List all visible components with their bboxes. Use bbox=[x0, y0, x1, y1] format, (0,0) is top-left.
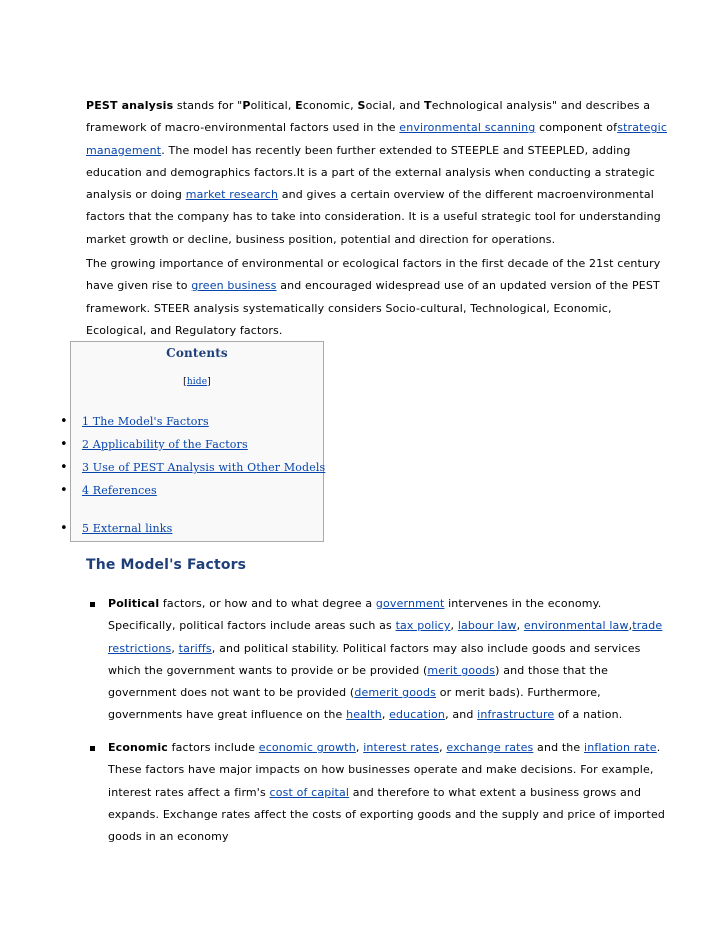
text: component of bbox=[535, 121, 618, 135]
intro-paragraph bbox=[86, 95, 666, 251]
text: and the bbox=[533, 741, 584, 754]
toc-item bbox=[82, 415, 209, 428]
text: ocial, and bbox=[365, 99, 425, 112]
bracket: ] bbox=[207, 377, 211, 387]
text: governments have great influence on the bbox=[108, 708, 347, 722]
toc-item bbox=[82, 522, 172, 535]
text: or merit bads). Furthermore, bbox=[436, 686, 601, 700]
political-term: Political bbox=[108, 597, 160, 610]
text: ) and those that the bbox=[495, 663, 608, 677]
market-research-link[interactable]: market research bbox=[185, 188, 279, 202]
pest-analysis-term: PEST analysis bbox=[86, 99, 174, 112]
economic-line bbox=[108, 782, 668, 804]
text: factors include bbox=[167, 741, 259, 754]
political-line bbox=[108, 682, 668, 704]
cost-of-capital-link[interactable]: cost of capital bbox=[269, 785, 350, 799]
intro-line: market growth or decline, business position, potential and direction for operations. bbox=[86, 232, 556, 246]
bold-letter-e: E bbox=[295, 99, 303, 112]
political-line bbox=[108, 593, 668, 615]
strategic-management-link[interactable]: strategic bbox=[617, 121, 668, 135]
economic-line: expands. Exchange rates affect the costs of exporting goods and the supply and price of imported bbox=[108, 807, 666, 821]
text: Specifically, political factors include areas such as bbox=[108, 619, 396, 633]
text: . bbox=[656, 741, 661, 754]
intro-line bbox=[86, 117, 666, 139]
environmental-scanning-link[interactable]: environmental scanning bbox=[399, 121, 536, 135]
toc-hide-link[interactable]: hide bbox=[186, 377, 208, 387]
bold-letter-p: P bbox=[242, 99, 251, 112]
bullet-icon: • bbox=[60, 437, 68, 452]
text: intervenes in the economy. bbox=[444, 597, 602, 610]
toc-item bbox=[82, 484, 157, 497]
government-link[interactable]: government bbox=[375, 597, 445, 610]
growing-line: Ecological, and Regulatory factors. bbox=[86, 323, 283, 337]
toc-link-references[interactable]: 4 References bbox=[82, 484, 157, 497]
tax-policy-link[interactable]: tax policy bbox=[395, 619, 451, 633]
economic-line bbox=[108, 737, 668, 759]
toc-link-use-with-other-models[interactable]: 3 Use of PEST Analysis with Other Models bbox=[82, 461, 326, 474]
text: , bbox=[439, 741, 447, 754]
bracket: [ bbox=[183, 377, 187, 387]
bullet-icon: • bbox=[60, 414, 68, 429]
growing-line: framework. STEER analysis systematically considers Socio-cultural, Technological, Economic, bbox=[86, 301, 612, 315]
text: olitical, bbox=[250, 99, 296, 112]
bullet-icon: • bbox=[60, 460, 68, 475]
text: . The model has recently been further extended to STEEPLE and STEEPLED, adding bbox=[161, 143, 631, 157]
economic-line: These factors have major impacts on how businesses operate and make decisions. For example, bbox=[108, 763, 654, 777]
merit-goods-link[interactable]: merit goods bbox=[427, 663, 496, 677]
inflation-rate-link[interactable]: inflation rate bbox=[584, 741, 657, 754]
toc-link-external-links[interactable]: 5 External links bbox=[82, 522, 173, 535]
political-line bbox=[108, 660, 668, 682]
growing-paragraph bbox=[86, 253, 666, 342]
political-line bbox=[108, 704, 668, 726]
text: stands for " bbox=[173, 99, 243, 112]
square-bullet-icon bbox=[90, 602, 95, 607]
political-line bbox=[108, 638, 668, 660]
infrastructure-link[interactable]: infrastructure bbox=[477, 708, 555, 722]
text: interest rates affect a firm's bbox=[108, 785, 270, 799]
text: , and political stability. Political factors may also include goods and services bbox=[211, 641, 641, 655]
education-link[interactable]: education bbox=[389, 708, 446, 722]
intro-line: education and demographics factors.It is a part of the external analysis when conducting a strategic bbox=[86, 165, 656, 179]
section-heading: The Model's Factors bbox=[86, 557, 247, 573]
text: echnological analysis" and describes a bbox=[431, 99, 651, 112]
text: , bbox=[355, 741, 364, 754]
text: and gives a certain overview of the different macroenvironmental bbox=[278, 188, 654, 202]
economic-growth-link[interactable]: economic growth bbox=[258, 741, 356, 754]
bold-letter-t: T bbox=[424, 99, 432, 112]
text: and encouraged widespread use of an updated version of the PEST bbox=[276, 279, 660, 293]
health-link[interactable]: health bbox=[346, 708, 382, 722]
toc-item bbox=[82, 461, 325, 474]
text: framework of macro-environmental factors used in the bbox=[86, 121, 400, 135]
text: analysis or doing bbox=[86, 188, 186, 202]
text: , bbox=[516, 619, 524, 633]
toc-title: Contents bbox=[166, 346, 228, 360]
text: which the government wants to provide or be provided ( bbox=[108, 663, 428, 677]
text: factors, or how and to what degree a bbox=[159, 597, 376, 610]
intro-line: factors that the company has to take into consideration. It is a useful strategic tool for understanding bbox=[86, 210, 661, 224]
text: , and bbox=[445, 708, 478, 722]
bullet-icon: • bbox=[60, 483, 68, 498]
labour-law-link[interactable]: labour law bbox=[457, 619, 517, 633]
square-bullet-icon bbox=[90, 746, 95, 751]
bold-letter-s: S bbox=[357, 99, 366, 112]
demerit-goods-link[interactable]: demerit goods bbox=[354, 686, 437, 700]
political-item bbox=[108, 593, 668, 727]
toc-link-applicability[interactable]: 2 Applicability of the Factors bbox=[82, 438, 248, 451]
political-line bbox=[108, 615, 668, 637]
text: have given rise to bbox=[86, 279, 192, 293]
text: , bbox=[381, 708, 390, 722]
toc-link-models-factors[interactable]: 1 The Model's Factors bbox=[82, 415, 209, 428]
bullet-icon: • bbox=[60, 521, 68, 536]
text: , bbox=[450, 619, 458, 633]
text: of a nation. bbox=[554, 708, 623, 722]
trade-restrictions-link-cont[interactable]: restrictions bbox=[108, 641, 172, 655]
strategic-management-link-cont[interactable]: management bbox=[86, 143, 162, 157]
text: , bbox=[628, 619, 633, 633]
economic-term: Economic bbox=[108, 741, 168, 754]
intro-line bbox=[86, 140, 666, 162]
trade-restrictions-link[interactable]: trade bbox=[632, 619, 663, 633]
intro-line bbox=[86, 95, 666, 117]
text: and therefore to what extent a business grows and bbox=[349, 785, 642, 799]
text: government does not want to be provided ( bbox=[108, 686, 355, 700]
interest-rates-link[interactable]: interest rates bbox=[363, 741, 440, 754]
toc-item bbox=[82, 438, 248, 451]
exchange-rates-link[interactable]: exchange rates bbox=[446, 741, 534, 754]
economic-item bbox=[108, 737, 668, 848]
text: conomic, bbox=[302, 99, 358, 112]
environmental-law-link[interactable]: environmental law bbox=[523, 619, 629, 633]
economic-line: goods in an economy bbox=[108, 830, 229, 844]
tariffs-link[interactable]: tariffs bbox=[178, 641, 212, 655]
intro-line bbox=[86, 184, 666, 206]
growing-line: The growing importance of environmental or ecological factors in the first decade of the 21st century bbox=[86, 257, 661, 270]
green-business-link[interactable]: green business bbox=[191, 279, 277, 293]
text: , bbox=[171, 641, 179, 655]
toc-hide-toggle bbox=[71, 377, 323, 387]
growing-line bbox=[86, 275, 666, 297]
